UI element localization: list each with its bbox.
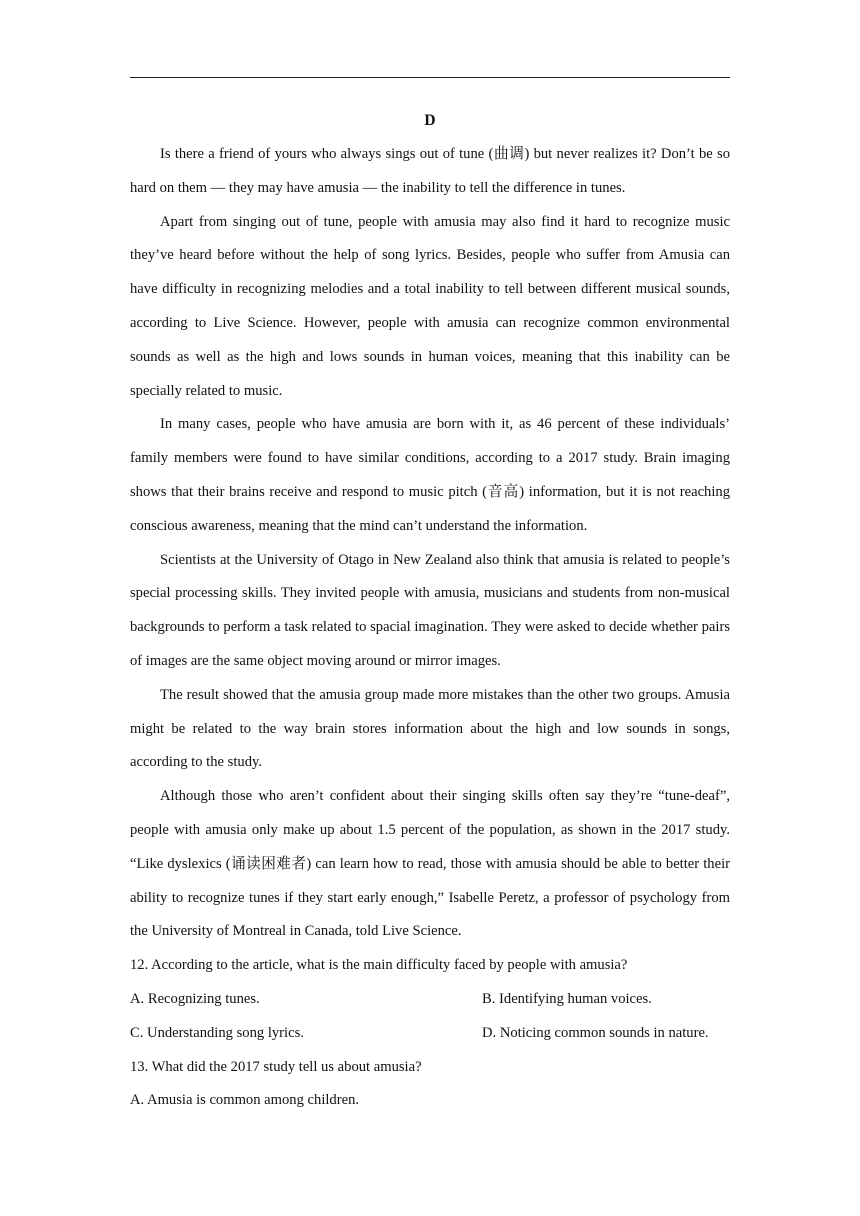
- question-13-stem: 13. What did the 2017 study tell us about amusia?: [130, 1058, 422, 1075]
- question-12-stem: 12. According to the article, what is the main difficulty faced by people with amusia?: [130, 957, 628, 974]
- question-13-option-a: A. Amusia is common among children.: [130, 1092, 360, 1109]
- header-rule: [130, 77, 730, 78]
- question-13-options: [130, 1084, 730, 1118]
- question-12-option-d: D. Noticing common sounds in nature.: [482, 1024, 709, 1041]
- paragraph-6: Although those who aren’t confident about their singing skills often say they’re “tune-deaf”, people with amusia only make up about 1.5 percent of the population, as shown in the 2017 study. “Like dyslexics (诵读困难者) can learn how to read, those with amusia should be able to better their ability to recognize tunes if they start early enough,” Isabelle Peretz, a professor of psychology from the University of Montreal in Canada, told Live Science.: [130, 788, 730, 940]
- paragraph-4: Scientists at the University of Otago in New Zealand also think that amusia is related to people’s special processing skills. They invited people with amusia, musicians and students from non-musical backgrounds to perform a task related to spacial imagination. They were asked to decide whether pairs of images are the same object moving around or mirror images.: [130, 551, 730, 669]
- paragraph-1: Is there a friend of yours who always sings out of tune (曲调) but never realizes it? Don’t be so hard on them — they may have amusia — the inability to tell the difference in tunes.: [130, 146, 730, 196]
- question-12-option-a: A. Recognizing tunes.: [130, 990, 260, 1007]
- question-12-option-c: C. Understanding song lyrics.: [130, 1024, 304, 1041]
- question-12-option-b: B. Identifying human voices.: [482, 990, 652, 1007]
- paragraph-3: In many cases, people who have amusia are born with it, as 46 percent of these individuals’ family members were found to have similar conditions, according to a 2017 study. Brain imaging shows that their brains receive and respond to music pitch (音高) information, but it is not reaching conscious awareness, meaning that the mind can’t understand the information.: [130, 416, 730, 534]
- question-12-options: [130, 983, 730, 1051]
- section-title: D: [424, 112, 436, 129]
- paragraph-5: The result showed that the amusia group made more mistakes than the other two groups. Amusia might be related to the way brain stores information about the high and low sounds in songs, according to the study.: [130, 686, 730, 771]
- passage-content: [130, 104, 730, 1118]
- paragraph-2: Apart from singing out of tune, people with amusia may also find it hard to recognize music they’ve heard before without the help of song lyrics. Besides, people who suffer from Amusia can have difficulty in recognizing melodies and a total inability to tell between different musical sounds, according to Live Science. However, people with amusia can recognize common environmental sounds as well as the high and lows sounds in human voices, meaning that this inability can be specially related to music.: [130, 213, 730, 399]
